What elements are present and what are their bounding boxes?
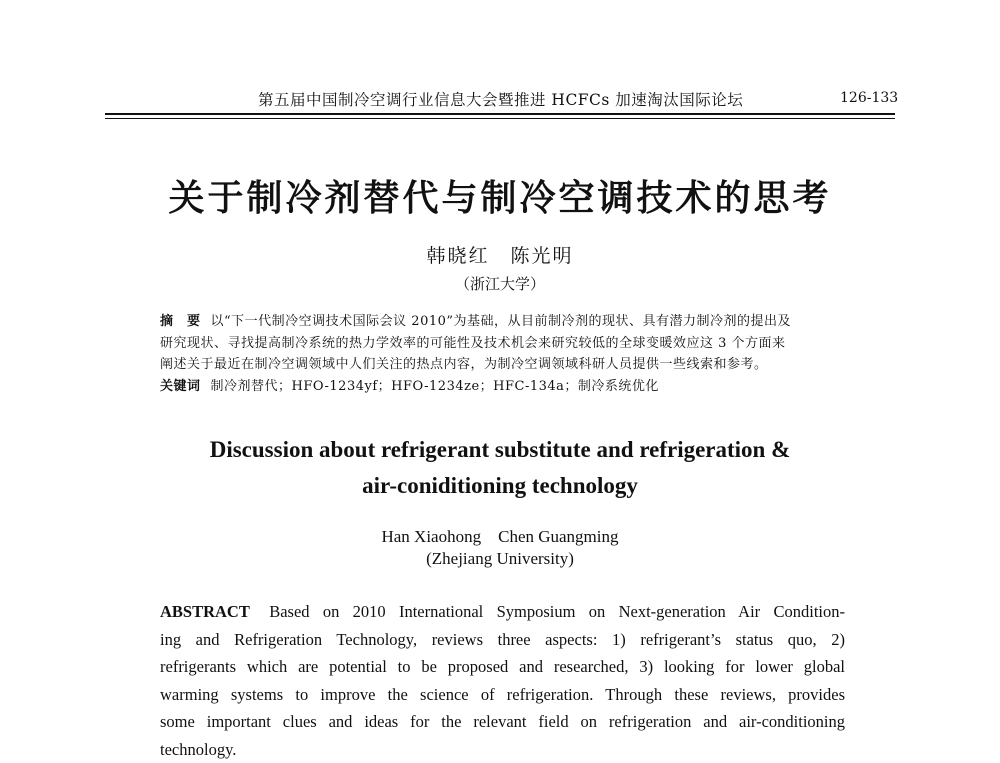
abstract-zh-line: 阐述关于最近在制冷空调领域中人们关注的热点内容，为制冷空调领域科研人员提供一些线索和参考。 (160, 354, 850, 376)
authors-en: Han Xiaohong Chen Guangming (0, 522, 1000, 547)
page-range: 126-133 (840, 90, 898, 106)
abstract-zh-label: 摘 要 (160, 314, 201, 329)
affiliation-zh: （浙江大学） (0, 273, 1000, 294)
paper-title-en-line: Discussion about refrigerant substitute and refrigeration & (0, 432, 1000, 468)
abstract-en-line: warming systems to improve the science of refrigeration. Through these reviews, provides (160, 681, 845, 709)
abstract-en-line: ing and Refrigeration Technology, reviews three aspects: 1) refrigerant’s status quo, 2) (160, 626, 845, 654)
abstract-en-label: ABSTRACT (160, 602, 250, 621)
affiliation-en: (Zhejiang University) (0, 549, 1000, 569)
abstract-zh-line (160, 311, 850, 333)
abstract-zh (160, 311, 850, 397)
paper-title-en (0, 432, 1000, 504)
abstract-en (160, 598, 845, 763)
keywords-zh-text: 制冷剂替代；HFO-1234yf；HFO-1234ze；HFC-134a；制冷系统优化 (211, 379, 659, 394)
paper-title-en-line: air-coniditioning technology (0, 468, 1000, 504)
header-rule-thick (105, 113, 895, 115)
header-rule-thin (105, 118, 895, 119)
conference-title: 第五届中国制冷空调行业信息大会暨推进 HCFCs 加速淘汰国际论坛 (258, 88, 743, 110)
keywords-zh (160, 376, 850, 398)
abstract-en-line: technology. (160, 736, 845, 763)
abstract-en-line (160, 598, 845, 626)
abstract-en-line: some important clues and ideas for the relevant field on refrigeration and air-conditioning (160, 708, 845, 736)
abstract-zh-text: 以“下一代制冷空调技术国际会议 2010”为基础，从目前制冷剂的现状、具有潜力制冷剂的提出及 (211, 314, 792, 329)
abstract-zh-line: 研究现状、寻找提高制冷系统的热力学效率的可能性及技术机会来研究较低的全球变暖效应这 3 个方面来 (160, 333, 850, 355)
abstract-en-line: refrigerants which are potential to be proposed and researched, 3) looking for lower global (160, 653, 845, 681)
running-header (0, 86, 1000, 112)
keywords-zh-label: 关键词 (160, 379, 201, 394)
abstract-en-text: Based on 2010 International Symposium on Next-generation Air Condition- (269, 602, 845, 621)
authors-zh: 韩晓红 陈光明 (0, 241, 1000, 268)
paper-title-zh: 关于制冷剂替代与制冷空调技术的思考 (0, 170, 1000, 221)
